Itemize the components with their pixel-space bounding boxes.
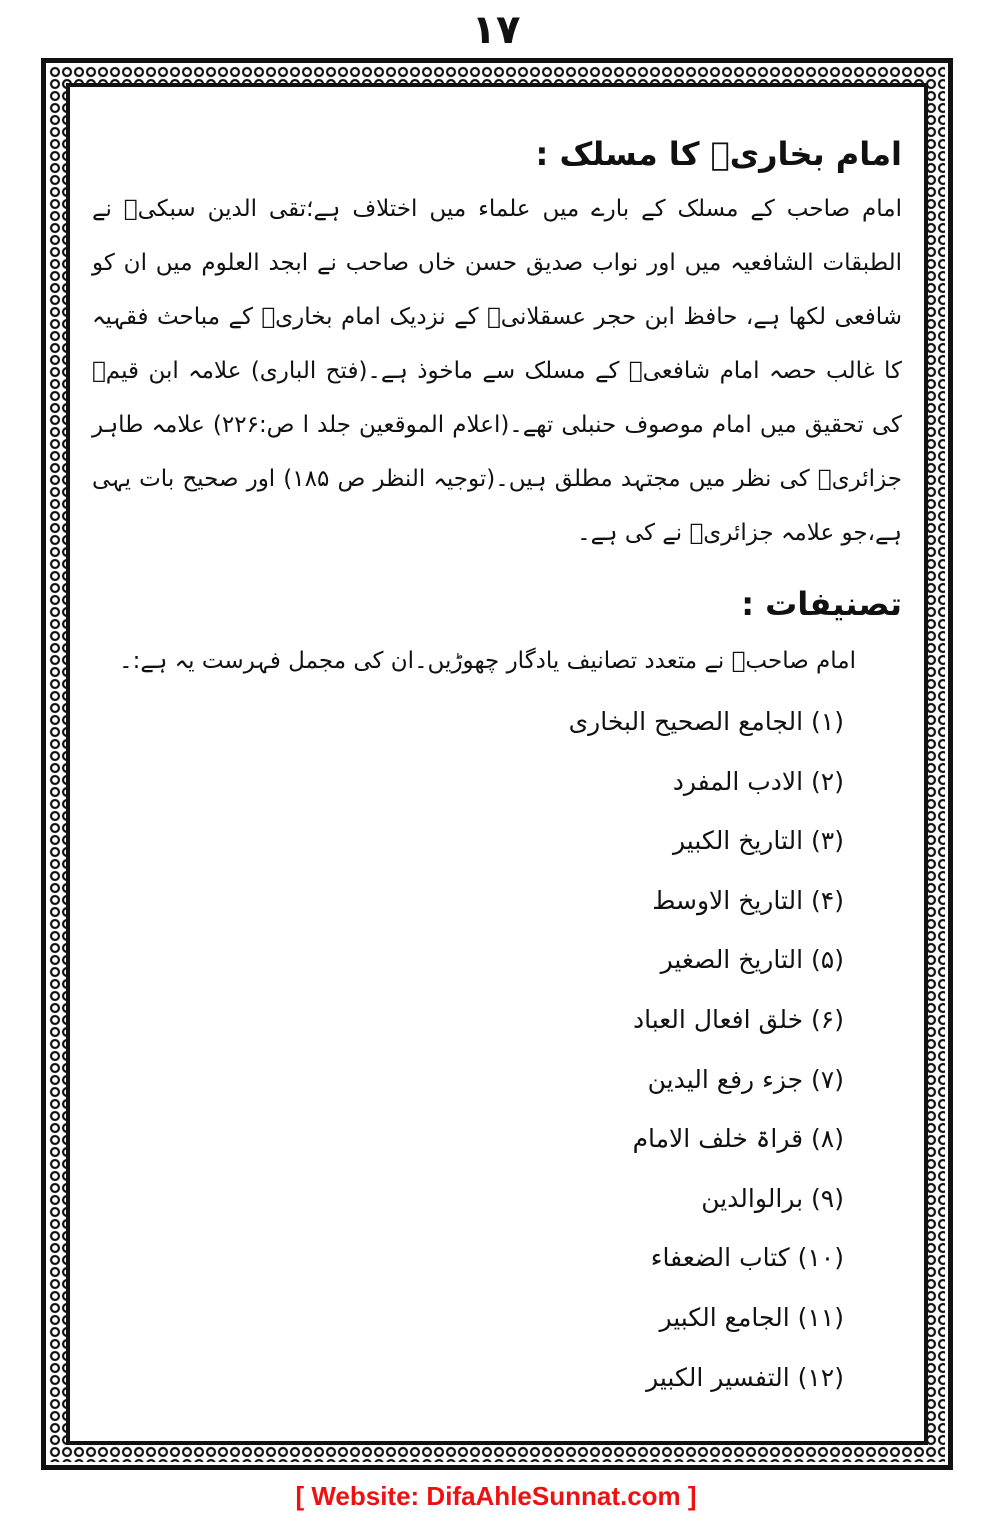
list-item: (۱۲) التفسیر الکبیر <box>646 1362 844 1392</box>
list-item: (۵) التاریخ الصغیر <box>660 945 844 975</box>
list-item: (۸) قراۃ خلف الامام <box>632 1124 844 1154</box>
list-item: (۳) التاریخ الکبیر <box>673 826 844 856</box>
section-heading-tasnifat: تصنیفات : <box>741 585 902 623</box>
list-item: (۹) برالوالدین <box>701 1183 844 1213</box>
list-item: (۱) الجامع الصحیح البخاری <box>568 707 844 736</box>
page-number: ۱۷ <box>471 7 521 53</box>
list-item: (۱۱) الجامع الکبیر <box>659 1302 844 1332</box>
list-item: (۴) التاریخ الاوسط <box>652 885 844 915</box>
works-list <box>92 692 844 1407</box>
section-heading-maslak: امام بخاریؒ کا مسلک : <box>535 135 902 173</box>
list-item: (۷) جزء رفع الیدین <box>647 1064 844 1094</box>
works-intro: امام صاحبؒ نے متعدد تصانیف یادگار چھوڑیں۔ان کی مجمل فہرست یہ ہے:۔ <box>119 648 856 674</box>
list-item: (۱۰) کتاب الضعفاء <box>650 1243 844 1273</box>
website-footer: [ Website: DifaAhleSunnat.com ] <box>295 1481 697 1511</box>
list-item: (۶) خلق افعال العباد <box>632 1004 844 1034</box>
maslak-paragraph: امام صاحب کے مسلک کے بارے میں علماء میں اختلاف ہے؛تقی الدین سبکیؒ نے الطبقات الشافعیہ میں اور نواب صدیق حسن خاں صاحب نے ابجد العلوم میں ان کو شافعی لکھا ہے، حافظ ابن حجر عسقلانیؒ کے نزدیک امام بخاریؒ کے مباحث فقہیہ کا غالب حصہ امام شافعیؒ کے مسلک سے ماخوذ ہے۔(فتح الباری) علامہ ابن قیمؒ کی تحقیق میں امام موصوف حنبلی تھے۔(اعلام الموقعین جلد ا ص:۲۲۶) علامہ طاہر جزائریؒ کی نظر میں مجتہد مطلق ہیں۔(توجیہ النظر ص ۱۸۵) اور صحیح بات یہی ہے،جو علامہ جزائریؒ نے کی ہے۔ <box>92 196 902 546</box>
list-item: (۲) الادب المفرد <box>672 766 844 796</box>
page-content <box>92 128 902 1407</box>
